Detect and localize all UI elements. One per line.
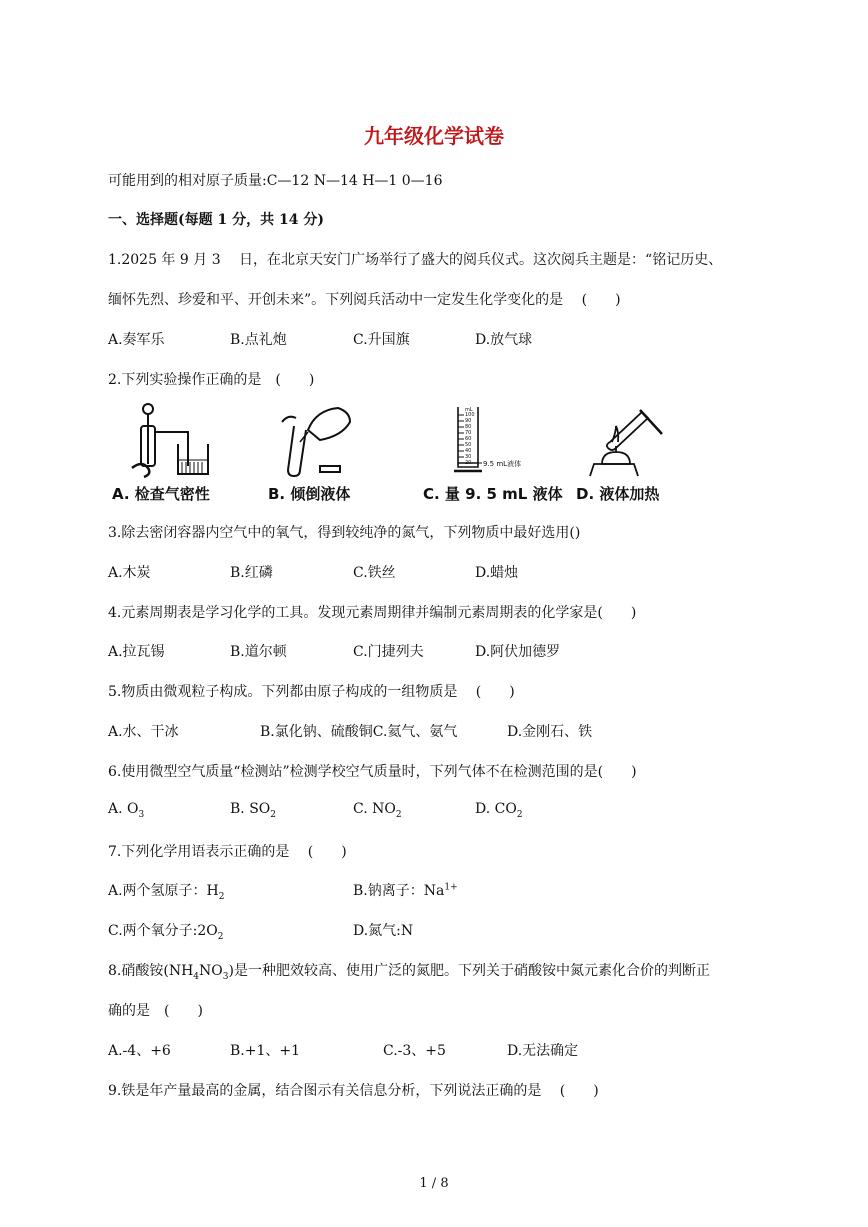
q7-stem: 7.下列化学用语表示正确的是 ( ) (108, 844, 347, 860)
page-number: 1 / 8 (419, 1176, 449, 1191)
q8-line1: 8.硝酸铵$(NH_4NO_3)$是一种肥效较高、使用广泛的氮肥。下列关于硝酸铵中氮元素化合价的判断正 (108, 963, 710, 982)
q1-line2: 缅怀先烈、珍爱和平、开创未来”。下列阅兵活动中一定发生化学变化的是 ( ) (108, 292, 621, 308)
airtightness-check-figure (120, 402, 210, 478)
q9-stem: 9.铁是年产量最高的金属，结合图示有关信息分析，下列说法正确的是 ( ) (108, 1083, 599, 1099)
q8-option-c: C.-3、+5 (383, 1043, 446, 1059)
atomic-mass-note: 可能用到的相对原子质量:C—12 N—14 H—1 0—16 (108, 173, 443, 189)
q7-option-c: C.两个氧分子$:2O_2$ (108, 923, 224, 942)
q7-option-d: D.氮气:N (353, 923, 414, 939)
q7-option-a: A.两个氢原子：$H_2$ (108, 883, 225, 902)
q4-stem: 4.元素周期表是学习化学的工具。发现元素周期律并编制元素周期表的化学家是( ) (108, 605, 637, 621)
q8-option-d: D.无法确定 (507, 1043, 579, 1059)
cylinder-label: 70 (465, 430, 472, 436)
cylinder-label: 20 (465, 460, 472, 466)
q3-option-a: A.木炭 (108, 565, 151, 581)
cylinder-label: 80 (465, 424, 472, 430)
cylinder-label: 50 (465, 442, 472, 448)
q4-option-c: C.门捷列夫 (353, 644, 424, 660)
heat-liquid-figure (580, 402, 670, 478)
cylinder-label: mL (465, 407, 473, 413)
cylinder-label: 60 (465, 436, 472, 442)
q4-option-b: B.道尔顿 (230, 644, 287, 660)
q8-option-a: A.-4、+6 (108, 1043, 171, 1059)
q6-option-d: D. $CO_2$ (475, 801, 523, 820)
q5-stem: 5.物质由微观粒子构成。下列都由原子构成的一组物质是 ( ) (108, 684, 515, 700)
fig-caption-a: A. 检查气密性 (112, 485, 210, 503)
cylinder-note: 9.5 mL液体 (483, 460, 522, 468)
q1-option-d: D.放气球 (475, 332, 533, 348)
q3-option-d: D.蜡烛 (475, 565, 519, 581)
fig-caption-c: C. 量 9. 5 mL 液体 (423, 485, 563, 503)
q8-option-b: B.+1、+1 (230, 1043, 301, 1059)
q5-option-a: A.水、干冰 (108, 724, 179, 740)
q4-option-a: A.拉瓦锡 (108, 644, 165, 660)
q5-option-bc: B.氯化钠、硫酸铜C.氦气、氨气 (260, 724, 458, 740)
cylinder-label: 90 (465, 418, 472, 424)
q1-option-c: C.升国旗 (353, 332, 410, 348)
pour-liquid-figure (268, 402, 358, 478)
cylinder-label: 40 (465, 448, 472, 454)
q3-option-b: B.红磷 (230, 565, 273, 581)
q3-option-c: C.铁丝 (353, 565, 396, 581)
q8-line2: 确的是 ( ) (108, 1003, 203, 1019)
q2-stem: 2.下列实验操作正确的是 ( ) (108, 372, 315, 388)
section-heading: 一、选择题(每题 1 分，共 14 分) (108, 212, 324, 228)
fig-caption-d: D. 液体加热 (576, 485, 660, 503)
cylinder-label: 100 (465, 412, 475, 418)
q3-stem: 3.除去密闭容器内空气中的氧气，得到较纯净的氮气，下列物质中最好选用() (108, 525, 581, 541)
q1-line1: 1.2025 年 9 月 3 日，在北京天安门广场举行了盛大的阅兵仪式。这次阅兵主题是：“铭记历史、 (108, 252, 723, 268)
q6-option-b: B. $SO_2$ (230, 801, 276, 820)
q6-stem: 6.使用微型空气质量“检测站”检测学校空气质量时，下列气体不在检测范围的是( ) (108, 764, 637, 780)
q5-option-d: D.金刚石、铁 (507, 724, 593, 740)
cylinder-label: 30 (465, 454, 472, 460)
q4-option-d: D.阿伏加德罗 (475, 644, 561, 660)
q6-option-a: A. $O_3$ (108, 801, 145, 820)
graduated-cylinder-figure (452, 405, 532, 477)
fig-caption-b: B. 倾倒液体 (268, 485, 351, 503)
q1-option-b: B.点礼炮 (230, 332, 287, 348)
q7-option-b: B.钠离子：$Na^{1+}$ (353, 882, 458, 899)
q6-option-c: C. $NO_2$ (353, 801, 402, 820)
exam-title: 九年级化学试卷 (364, 124, 504, 148)
q1-option-a: A.奏军乐 (108, 332, 165, 348)
